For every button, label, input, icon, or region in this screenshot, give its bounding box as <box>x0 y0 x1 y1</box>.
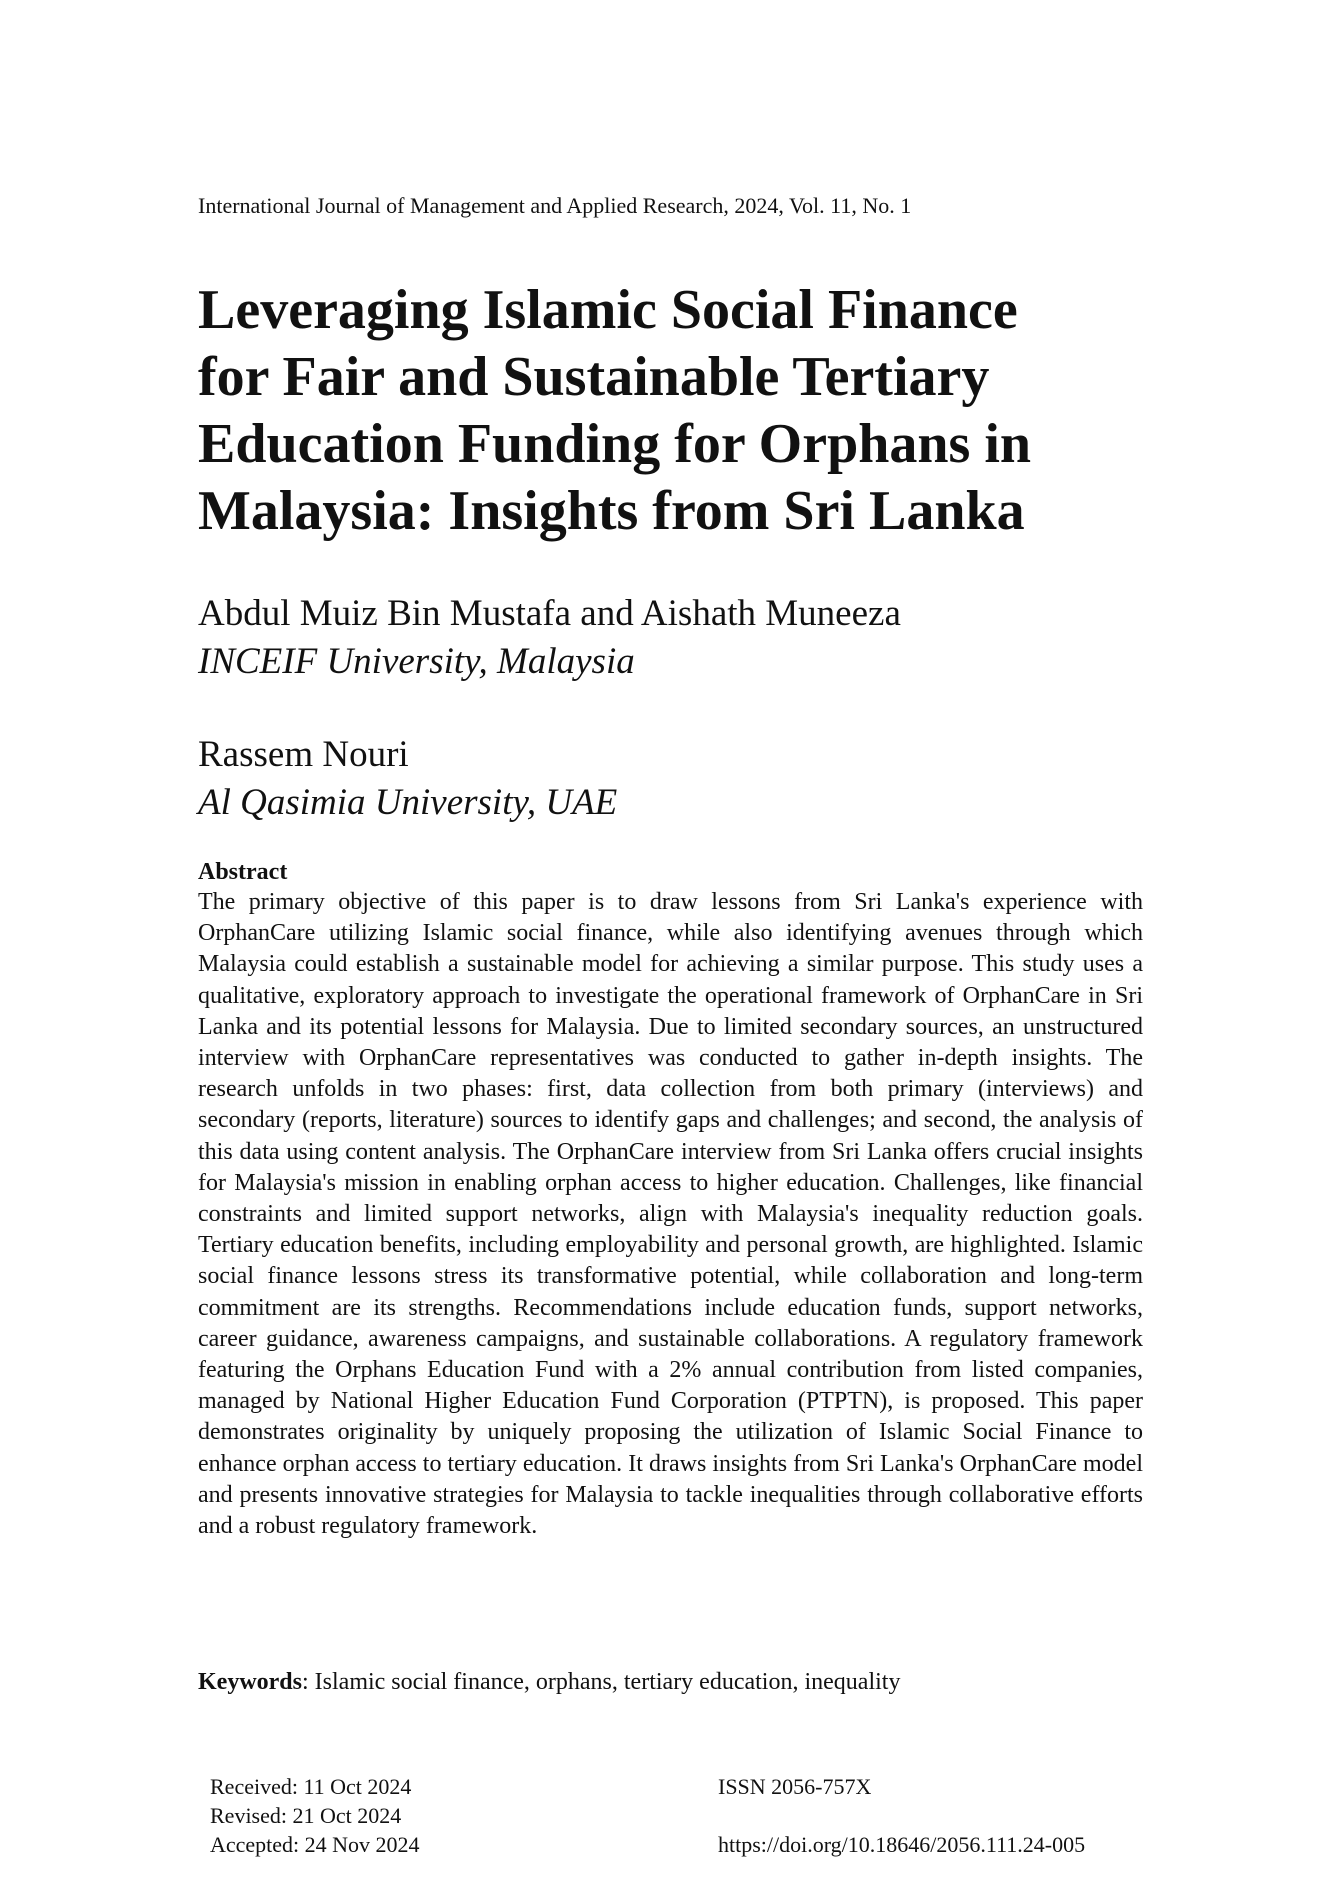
author-names: Abdul Muiz Bin Mustafa and Aishath Muneeza <box>198 593 901 634</box>
author-affiliation: Al Qasimia University, UAE <box>198 782 618 823</box>
abstract-body: The primary objective of this paper is to draw lessons from Sri Lanka's experience with OrphanCare utilizing Islamic social finance, while also identifying avenues through which Malaysia could establish a sustainable model for achieving a similar purpose. This study uses a qualitative, exploratory approach to investigate the operational framework of OrphanCare in Sri Lanka and its potential lessons for Malaysia. Due to limited secondary sources, an unstructured interview with OrphanCare representatives was conducted to gather in-depth insights. The research unfolds in two phases: first, data collection from both primary (interviews) and secondary (reports, literature) sources to identify gaps and challenges; and second, the analysis of this data using content analysis. The OrphanCare interview from Sri Lanka offers crucial insights for Malaysia's mission in enabling orphan access to higher education. Challenges, like financial constraints and limited support networks, align with Malaysia's inequality reduction goals. Tertiary education benefits, including employability and personal growth, are highlighted. Islamic social finance lessons stress its transformative potential, while collaboration and long-term commitment are its strengths. Recommendations include education funds, support networks, career guidance, awareness campaigns, and sustainable collaborations. A regulatory framework featuring the Orphans Education Fund with a 2% annual contribution from listed companies, managed by National Higher Education Fund Corporation (PTPTN), is proposed. This paper demonstrates originality by uniquely proposing the utilization of Islamic Social Finance to enhance orphan access to tertiary education. It draws insights from Sri Lanka's OrphanCare model and presents innovative strategies for Malaysia to tackle inequalities through collaborative efforts and a robust regulatory framework. <box>198 889 1143 1540</box>
title-line: Education Funding for Orphans in <box>198 413 1032 475</box>
author-names: Rassem Nouri <box>198 734 409 775</box>
doi-link[interactable]: https://doi.org/10.18646/2056.111.24-005 <box>718 1832 1086 1857</box>
title-line: for Fair and Sustainable Tertiary <box>198 346 990 408</box>
issn-number: ISSN 2056-757X <box>718 1774 872 1799</box>
journal-citation: International Journal of Management and Applied Research, 2024, Vol. 11, No. 1 <box>198 193 912 218</box>
abstract-section <box>198 857 1143 1542</box>
abstract-heading: Abstract <box>198 859 288 885</box>
author-affiliation: INCEIF University, Malaysia <box>198 641 635 682</box>
accepted-date: Accepted: 24 Nov 2024 <box>210 1832 420 1857</box>
received-date: Received: 11 Oct 2024 <box>210 1774 412 1799</box>
keywords-line <box>198 1667 900 1697</box>
revised-date: Revised: 21 Oct 2024 <box>210 1803 402 1828</box>
paper-title <box>198 277 1118 545</box>
title-line: Malaysia: Insights from Sri Lanka <box>198 480 1025 542</box>
submission-dates <box>210 1772 420 1859</box>
keywords-label: Keywords <box>198 1669 302 1695</box>
author-group <box>198 590 901 686</box>
keywords-values: : Islamic social finance, orphans, tertiary education, inequality <box>302 1669 901 1695</box>
author-group <box>198 731 617 827</box>
title-line: Leveraging Islamic Social Finance <box>198 279 1018 341</box>
